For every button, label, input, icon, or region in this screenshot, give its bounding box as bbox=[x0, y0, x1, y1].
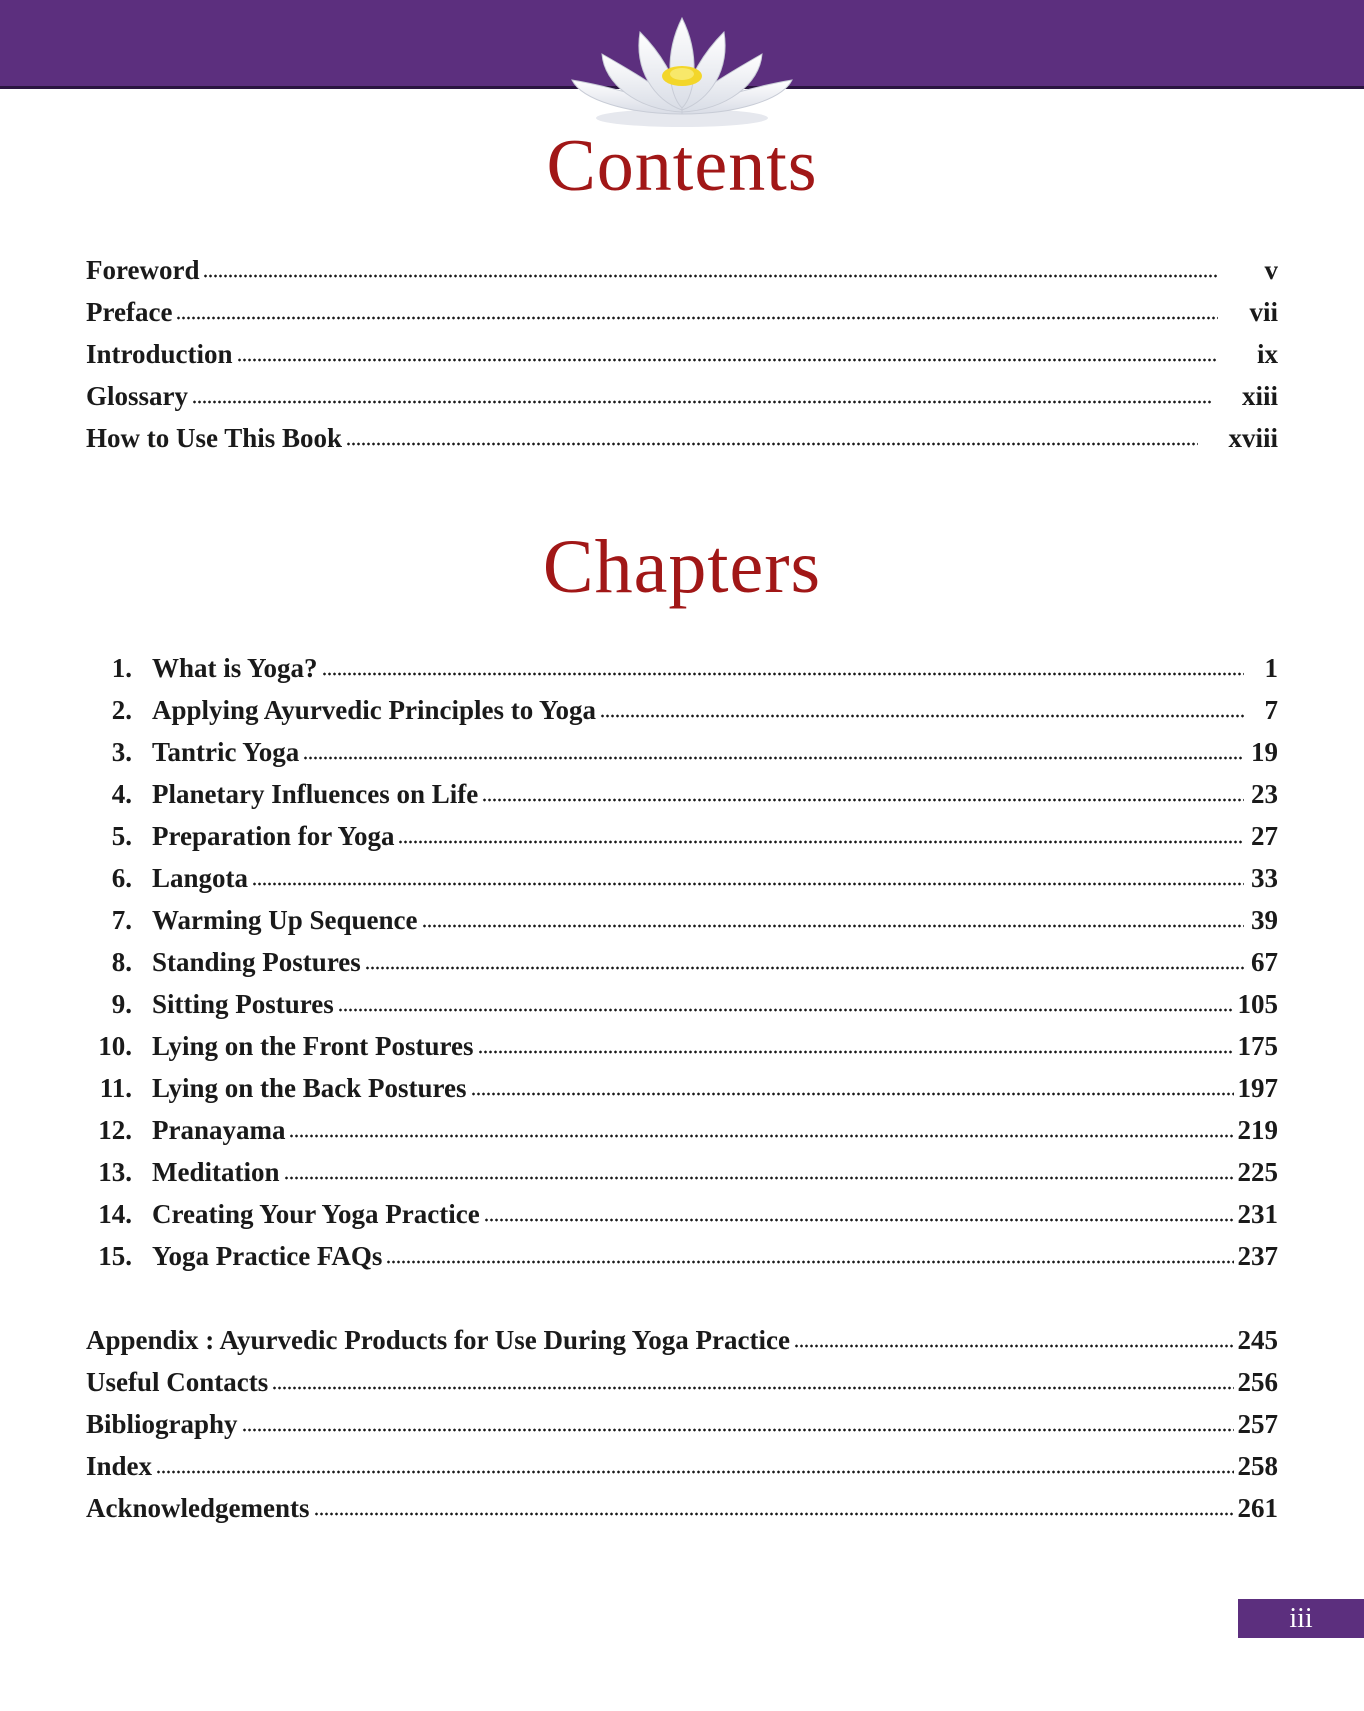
chapter-page: 197 bbox=[1237, 1073, 1278, 1103]
chapter-title: What is Yoga? bbox=[152, 653, 318, 683]
dot-leader bbox=[338, 1007, 1234, 1013]
chapter-number: 8. bbox=[111, 947, 132, 977]
chapter-entry[interactable] bbox=[86, 737, 1278, 779]
dot-leader bbox=[252, 881, 1244, 887]
chapter-title: Tantric Yoga bbox=[152, 737, 300, 767]
chapter-number: 4. bbox=[111, 779, 132, 809]
lotus-flower-icon bbox=[568, 14, 796, 132]
entry-label: Useful Contacts bbox=[86, 1367, 269, 1397]
chapter-title: Preparation for Yoga bbox=[152, 821, 395, 851]
chapter-title: Lying on the Back Postures bbox=[152, 1073, 467, 1103]
toc-entry-introduction[interactable] bbox=[86, 339, 1278, 381]
chapter-title: Creating Your Yoga Practice bbox=[152, 1199, 480, 1229]
chapter-page: 23 bbox=[1251, 779, 1278, 809]
toc-entry-glossary[interactable] bbox=[86, 381, 1278, 423]
chapter-entry[interactable] bbox=[86, 905, 1278, 947]
chapter-number: 15. bbox=[98, 1241, 132, 1271]
dot-leader bbox=[482, 797, 1244, 803]
toc-entry-bibliography[interactable] bbox=[86, 1409, 1278, 1451]
chapter-entry[interactable] bbox=[86, 1157, 1278, 1199]
chapters-heading: Chapters bbox=[542, 525, 822, 609]
chapter-entry[interactable] bbox=[86, 1199, 1278, 1241]
dot-leader bbox=[471, 1091, 1234, 1097]
dot-leader bbox=[422, 923, 1244, 929]
entry-label: Foreword bbox=[86, 255, 200, 285]
chapter-page: 7 bbox=[1264, 695, 1278, 725]
chapter-entry[interactable] bbox=[86, 653, 1278, 695]
dot-leader bbox=[156, 1469, 1233, 1475]
back-matter-list bbox=[86, 1325, 1278, 1535]
chapter-entry[interactable] bbox=[86, 1115, 1278, 1157]
chapter-number: 6. bbox=[111, 863, 132, 893]
dot-leader bbox=[272, 1385, 1233, 1391]
chapter-title: Planetary Influences on Life bbox=[152, 779, 479, 809]
chapter-number: 5. bbox=[111, 821, 132, 851]
chapter-title: Yoga Practice FAQs bbox=[152, 1241, 383, 1271]
dot-leader bbox=[484, 1217, 1234, 1223]
entry-page: xviii bbox=[1228, 423, 1278, 453]
chapter-number: 7. bbox=[111, 905, 132, 935]
entry-page: xiii bbox=[1241, 381, 1278, 411]
entry-page: 256 bbox=[1237, 1367, 1278, 1397]
chapter-page: 39 bbox=[1251, 905, 1278, 935]
entry-page: 257 bbox=[1237, 1409, 1278, 1439]
toc-entry-how-to-use[interactable] bbox=[86, 423, 1278, 465]
chapter-page: 231 bbox=[1237, 1199, 1278, 1229]
dot-leader bbox=[322, 671, 1244, 677]
chapter-page: 19 bbox=[1251, 737, 1278, 767]
chapter-number: 14. bbox=[98, 1199, 132, 1229]
chapter-number: 1. bbox=[111, 653, 132, 683]
page-number: iii bbox=[1238, 1599, 1364, 1638]
chapter-title: Standing Postures bbox=[152, 947, 361, 977]
dot-leader bbox=[314, 1511, 1234, 1517]
dot-leader bbox=[192, 399, 1212, 405]
chapter-title: Lying on the Front Postures bbox=[152, 1031, 474, 1061]
dot-leader bbox=[303, 755, 1244, 761]
chapter-title: Warming Up Sequence bbox=[152, 905, 418, 935]
chapter-page: 67 bbox=[1251, 947, 1278, 977]
dot-leader bbox=[600, 713, 1244, 719]
toc-entry-appendix[interactable] bbox=[86, 1325, 1278, 1367]
dot-leader bbox=[203, 273, 1218, 279]
chapter-number: 12. bbox=[98, 1115, 132, 1145]
chapter-title: Applying Ayurvedic Principles to Yoga bbox=[152, 695, 597, 725]
dot-leader bbox=[237, 357, 1218, 363]
chapter-page: 225 bbox=[1237, 1157, 1278, 1187]
dot-leader bbox=[284, 1175, 1234, 1181]
chapter-number: 3. bbox=[111, 737, 132, 767]
dot-leader bbox=[242, 1427, 1234, 1433]
dot-leader bbox=[478, 1049, 1234, 1055]
chapter-entry[interactable] bbox=[86, 1241, 1278, 1283]
chapter-title: Langota bbox=[152, 863, 249, 893]
dot-leader bbox=[176, 315, 1218, 321]
chapter-number: 11. bbox=[99, 1073, 132, 1103]
entry-page: vii bbox=[1249, 297, 1278, 327]
chapter-entry[interactable] bbox=[86, 821, 1278, 863]
toc-entry-index[interactable] bbox=[86, 1451, 1278, 1493]
chapter-entry[interactable] bbox=[86, 695, 1278, 737]
dot-leader bbox=[386, 1259, 1233, 1265]
toc-entry-useful-contacts[interactable] bbox=[86, 1367, 1278, 1409]
chapter-list bbox=[86, 653, 1278, 1283]
toc-entry-acknowledgements[interactable] bbox=[86, 1493, 1278, 1535]
chapter-page: 219 bbox=[1237, 1115, 1278, 1145]
chapter-number: 9. bbox=[111, 989, 132, 1019]
toc-entry-preface[interactable] bbox=[86, 297, 1278, 339]
entry-label: Preface bbox=[86, 297, 173, 327]
entry-page: 261 bbox=[1237, 1493, 1278, 1523]
chapter-page: 27 bbox=[1251, 821, 1278, 851]
dot-leader bbox=[346, 441, 1198, 447]
entry-label: Bibliography bbox=[86, 1409, 238, 1439]
chapter-title: Sitting Postures bbox=[152, 989, 334, 1019]
chapter-entry[interactable] bbox=[86, 779, 1278, 821]
chapter-number: 13. bbox=[98, 1157, 132, 1187]
chapter-entry[interactable] bbox=[86, 1031, 1278, 1073]
chapter-entry[interactable] bbox=[86, 863, 1278, 905]
entry-label: How to Use This Book bbox=[86, 423, 343, 453]
entry-page: ix bbox=[1256, 339, 1278, 369]
entry-page: 245 bbox=[1237, 1325, 1278, 1355]
chapter-number: 2. bbox=[111, 695, 132, 725]
entry-page: 258 bbox=[1237, 1451, 1278, 1481]
contents-heading: Contents bbox=[546, 125, 818, 207]
chapter-page: 105 bbox=[1237, 989, 1278, 1019]
entry-label: Glossary bbox=[86, 381, 189, 411]
chapter-page: 237 bbox=[1237, 1241, 1278, 1271]
entry-label: Appendix : Ayurvedic Products for Use During Yoga Practice bbox=[86, 1325, 790, 1355]
chapter-entry[interactable] bbox=[86, 1073, 1278, 1115]
chapter-page: 33 bbox=[1251, 863, 1278, 893]
chapter-title: Pranayama bbox=[152, 1115, 286, 1145]
dot-leader bbox=[365, 965, 1244, 971]
front-matter-list bbox=[86, 255, 1278, 465]
chapter-title: Meditation bbox=[152, 1157, 280, 1187]
dot-leader bbox=[289, 1133, 1233, 1139]
chapter-page: 175 bbox=[1237, 1031, 1278, 1061]
dot-leader bbox=[398, 839, 1244, 845]
toc-entry-foreword[interactable] bbox=[86, 255, 1278, 297]
entry-page: v bbox=[1264, 255, 1278, 285]
chapter-entry[interactable] bbox=[86, 989, 1278, 1031]
chapter-number: 10. bbox=[98, 1031, 132, 1061]
entry-label: Acknowledgements bbox=[86, 1493, 310, 1523]
dot-leader bbox=[794, 1343, 1234, 1349]
chapter-entry[interactable] bbox=[86, 947, 1278, 989]
entry-label: Index bbox=[86, 1451, 153, 1481]
chapter-page: 1 bbox=[1264, 653, 1278, 683]
entry-label: Introduction bbox=[86, 339, 233, 369]
